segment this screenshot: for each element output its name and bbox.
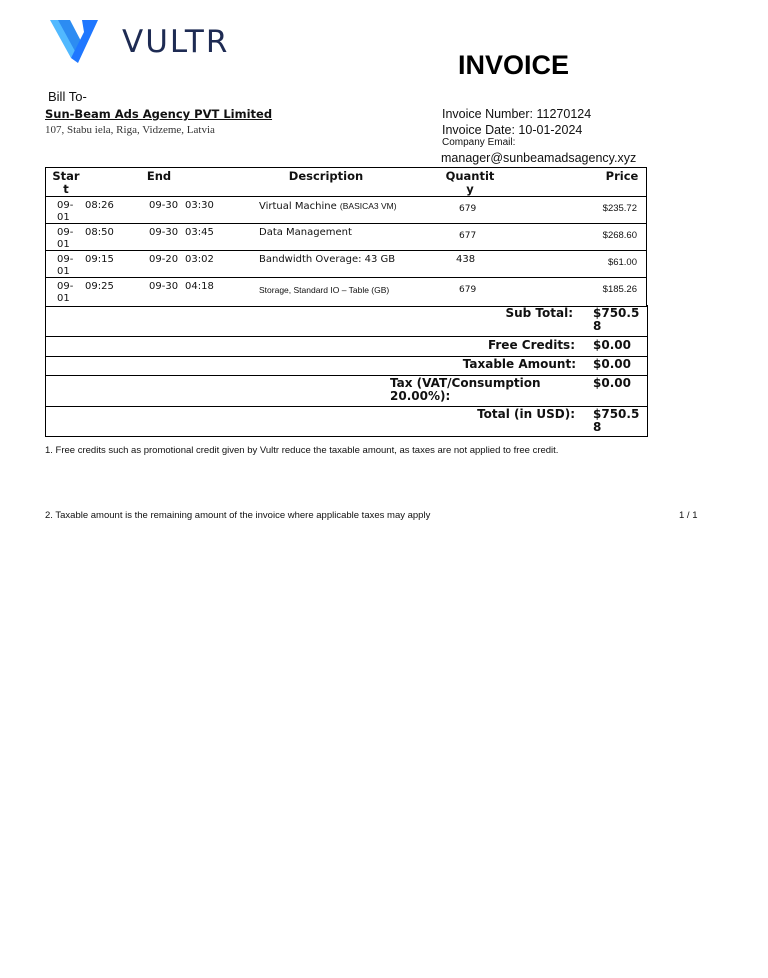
subtotal-value: $750.5 8 [593, 306, 640, 333]
header-description: Description [288, 169, 364, 183]
start-date: 09- 01 [57, 227, 74, 250]
company-email: manager@sunbeamadsagency.xyz [441, 151, 637, 165]
invoice-number: Invoice Number: 11270124 [442, 107, 592, 121]
row-divider [46, 277, 646, 278]
quantity: 438 [456, 254, 476, 265]
company-email-label: Company Email: [442, 137, 516, 148]
end-date: 09-30 [149, 200, 179, 211]
vultr-v-icon [48, 18, 104, 68]
total-label: Total (in USD): [477, 407, 575, 421]
taxable-amount-value: $0.00 [593, 357, 631, 371]
description [259, 200, 397, 213]
header-start: Star t [52, 169, 80, 196]
start-date: 09- 01 [57, 200, 74, 223]
start-time: 09:25 [85, 281, 114, 292]
end-time: 03:45 [185, 227, 214, 238]
quantity: 679 [459, 285, 477, 295]
taxable-amount-label: Taxable Amount: [462, 357, 576, 371]
quantity: 677 [459, 231, 477, 241]
row-divider [46, 196, 646, 197]
start-time: 08:26 [85, 200, 114, 211]
end-time: 03:30 [185, 200, 214, 211]
row-divider [46, 223, 646, 224]
tax-label: Tax (VAT/Consumption 20.00%): [390, 376, 541, 403]
end-date: 09-30 [149, 227, 179, 238]
free-credits-value: $0.00 [593, 338, 631, 352]
end-date: 09-30 [149, 281, 179, 292]
invoice-date: Invoice Date: 10-01-2024 [442, 123, 583, 137]
subtotal-label: Sub Total: [505, 306, 573, 320]
description [259, 284, 389, 296]
totals-row-divider [46, 336, 647, 337]
bill-to-label: Bill To- [48, 89, 87, 104]
end-time: 04:18 [185, 281, 214, 292]
header-end: End [146, 169, 172, 183]
vultr-logo [48, 18, 248, 70]
start-date: 09- 01 [57, 281, 74, 304]
price: $185.26 [602, 284, 637, 295]
totals-row-divider [46, 375, 647, 376]
end-time: 03:02 [185, 254, 214, 265]
total-value: $750.5 8 [593, 407, 640, 434]
description-main: Virtual Machine [259, 201, 337, 212]
footnote-free-credits: 1. Free credits such as promotional credit given by Vultr reduce the taxable amount, as taxes are not applied to free credit. [45, 445, 559, 456]
end-date: 09-20 [149, 254, 179, 265]
start-date: 09- 01 [57, 254, 74, 277]
tax-value: $0.00 [593, 376, 631, 390]
page-title: INVOICE [458, 50, 570, 80]
price: $268.60 [602, 230, 637, 241]
start-time: 09:15 [85, 254, 114, 265]
row-divider [46, 250, 646, 251]
totals-table [45, 305, 648, 437]
description-detail: (BASICA3 VM) [339, 201, 397, 211]
description: Bandwidth Overage: 43 GB [259, 254, 396, 265]
company-address: 107, Stabu iela, Riga, Vidzeme, Latvia [45, 124, 215, 136]
vultr-wordmark: VULTR [122, 24, 230, 60]
description-detail: Storage, Standard IO – Table (GB) [259, 285, 390, 295]
footnote-taxable-amount: 2. Taxable amount is the remaining amount of the invoice where applicable taxes may apply [45, 510, 431, 521]
header-quantity: Quantit y [445, 169, 495, 196]
quantity: 679 [459, 204, 477, 214]
price: $235.72 [602, 203, 637, 214]
price: $61.00 [607, 257, 637, 268]
line-items-table [45, 167, 647, 307]
company-name: Sun-Beam Ads Agency PVT Limited [45, 107, 273, 121]
page-number: 1 / 1 [679, 510, 698, 521]
description: Data Management [259, 227, 352, 238]
header-price: Price [605, 169, 639, 183]
start-time: 08:50 [85, 227, 114, 238]
free-credits-label: Free Credits: [487, 338, 575, 352]
